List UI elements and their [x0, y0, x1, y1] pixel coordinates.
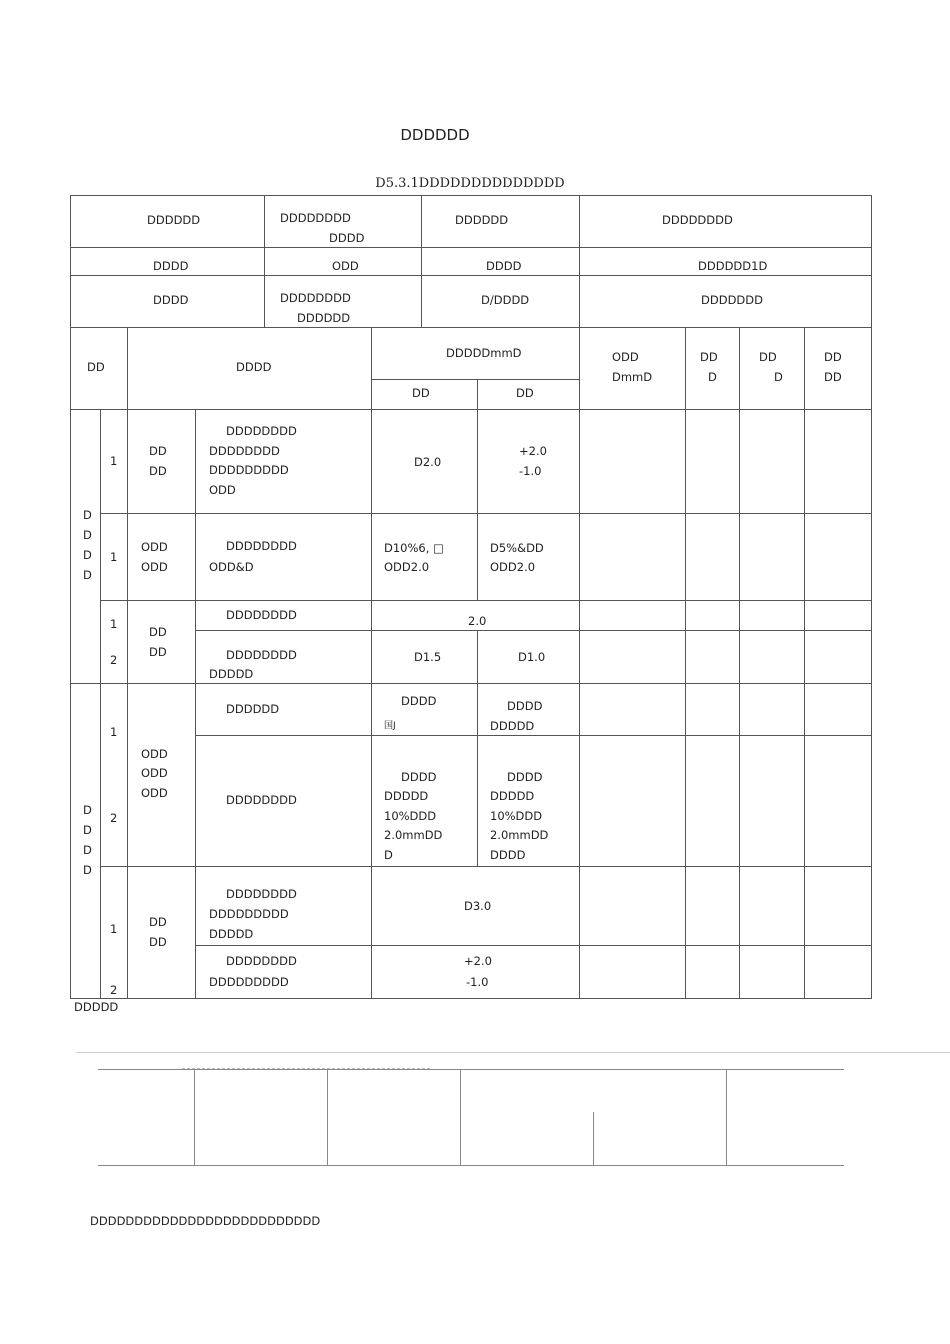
value-cell: 2.0mmDD — [384, 828, 443, 842]
item-text: DDDDDDDDD — [209, 907, 289, 921]
value-cell: D — [384, 848, 393, 862]
table-note: DDDDD — [74, 1000, 119, 1014]
header-cell: DD — [516, 386, 534, 400]
value-cell: D1.5 — [414, 650, 442, 664]
group-label: D — [83, 548, 92, 562]
info-cell: DDDDDD — [147, 213, 201, 227]
value-cell: DDDD — [490, 848, 526, 862]
value-cell: 2.0mmDD — [490, 828, 549, 842]
value-cell: +2.0 — [519, 444, 547, 458]
value-cell: -1.0 — [519, 464, 542, 478]
item-text: DDDDDDDD — [226, 424, 297, 438]
value-cell: D1.0 — [518, 650, 546, 664]
footer-text: DDDDDDDDDDDDDDDDDDDDDDDDDD — [90, 1214, 321, 1228]
value-cell: DDDD — [401, 770, 437, 784]
item-text: DDDDDDDD — [226, 954, 297, 968]
row-number: 1 — [110, 617, 118, 631]
header-cell: D — [774, 370, 783, 384]
category: ODD — [141, 747, 168, 761]
item-text: DDDDDD — [226, 702, 280, 716]
value-cell: D10%6, □ — [384, 541, 444, 555]
info-cell: DDDD — [486, 259, 522, 273]
info-cell: DDDDDD1D — [698, 259, 768, 273]
value-cell: 10%DDD — [490, 809, 543, 823]
value-cell: DDDD — [507, 699, 543, 713]
row-number: 1 — [110, 922, 118, 936]
header-cell: DD — [824, 370, 842, 384]
value-cell: 2.0 — [468, 614, 487, 628]
header-cell: DD — [412, 386, 430, 400]
info-cell: DDDDDDDD — [280, 291, 351, 305]
info-cell: DDDD — [153, 259, 189, 273]
group-label: D — [83, 803, 92, 817]
info-cell: DDDDDD — [455, 213, 509, 227]
item-text: DDDDDDDD — [226, 608, 297, 622]
item-text: DDDDDDDD — [226, 539, 297, 553]
category: ODD — [141, 540, 168, 554]
info-cell: DDDDDDDD — [662, 213, 733, 227]
group-label: D — [83, 843, 92, 857]
category: ODD — [141, 786, 168, 800]
item-text: DDDDD — [209, 927, 254, 941]
category: DD — [149, 464, 167, 478]
row-number: 1 — [110, 454, 118, 468]
header-cell: DD — [87, 360, 105, 374]
value-cell: DDDD — [507, 770, 543, 784]
value-cell: DDDDD — [490, 719, 535, 733]
item-text: DDDDDDDDD — [209, 975, 289, 989]
row-number: 1 — [110, 550, 118, 564]
value-cell: -1.0 — [466, 975, 489, 989]
value-cell: DDDD — [401, 694, 437, 708]
item-text: DDDDDDDD — [226, 648, 297, 662]
item-text: ODD&D — [209, 560, 254, 574]
row-number: 2 — [110, 811, 118, 825]
group-label: D — [83, 528, 92, 542]
table-caption: D5.3.1DDDDDDDDDDDDDD — [375, 176, 565, 191]
page-title: DDDDDD — [400, 126, 470, 144]
value-cell: ODD2.0 — [490, 560, 536, 574]
group-label: D — [83, 863, 92, 877]
row-number: 2 — [110, 653, 118, 667]
info-cell: DDDDDDDD — [280, 211, 351, 225]
item-text: DDDDDDDD — [226, 793, 297, 807]
info-cell: DDDDDDD — [701, 293, 763, 307]
group-label: D — [83, 508, 92, 522]
value-cell: D2.0 — [414, 455, 442, 469]
header-cell: ODD — [612, 350, 639, 364]
value-cell: 10%DDD — [384, 809, 437, 823]
item-text: ODD — [209, 483, 236, 497]
group-label: D — [83, 823, 92, 837]
header-cell: DD — [824, 350, 842, 364]
header-cell: DDDDDmmD — [446, 346, 522, 360]
value-cell: D3.0 — [464, 899, 492, 913]
value-cell: +2.0 — [464, 954, 492, 968]
header-cell: DDDD — [236, 360, 272, 374]
category: DD — [149, 935, 167, 949]
item-text: DDDDDDDD — [226, 887, 297, 901]
group-label: D — [83, 568, 92, 582]
header-cell: DD — [700, 350, 718, 364]
header-cell: D — [708, 370, 717, 384]
category: ODD — [141, 560, 168, 574]
value-cell: DDDDD — [490, 789, 535, 803]
header-cell: DmmD — [612, 370, 653, 384]
info-cell: DDDD — [329, 231, 365, 245]
value-cell: D5%&DD — [490, 541, 544, 555]
value-cell: DDDDD — [384, 789, 429, 803]
category: DD — [149, 444, 167, 458]
category: DD — [149, 915, 167, 929]
category: ODD — [141, 766, 168, 780]
row-number: 2 — [110, 983, 118, 997]
value-cell: ODD2.0 — [384, 560, 430, 574]
info-cell: D/DDDD — [481, 293, 530, 307]
info-cell: ODD — [332, 259, 359, 273]
category: DD — [149, 645, 167, 659]
value-cell: 国J — [384, 721, 396, 731]
info-cell: DDDD — [153, 293, 189, 307]
item-text: DDDDDDDDD — [209, 463, 289, 477]
item-text: DDDDD — [209, 667, 254, 681]
row-number: 1 — [110, 725, 118, 739]
info-cell: DDDDDD — [297, 311, 351, 325]
header-cell: DD — [759, 350, 777, 364]
category: DD — [149, 625, 167, 639]
item-text: DDDDDDDD — [209, 444, 280, 458]
